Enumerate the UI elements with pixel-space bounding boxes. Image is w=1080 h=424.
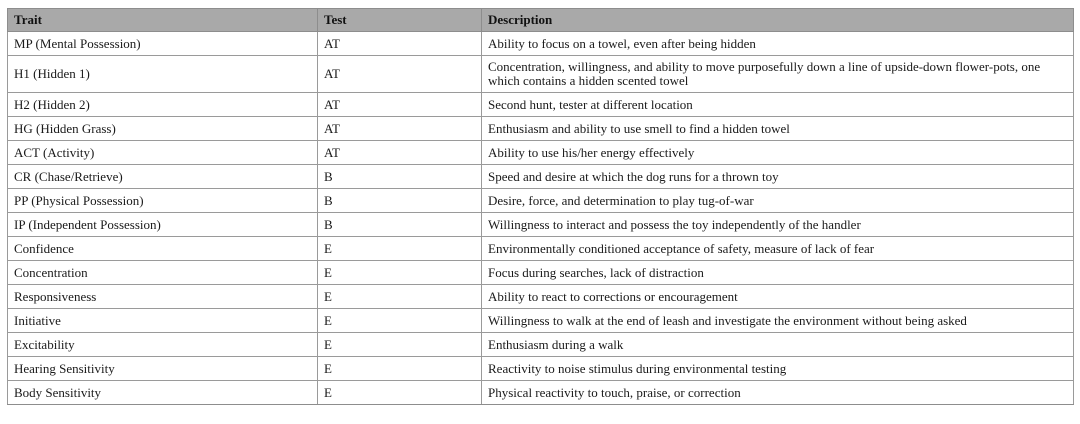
- cell-test: AT: [318, 93, 482, 117]
- cell-test: E: [318, 261, 482, 285]
- cell-description: Reactivity to noise stimulus during environmental testing: [482, 357, 1074, 381]
- cell-test: AT: [318, 117, 482, 141]
- cell-trait: Initiative: [8, 309, 318, 333]
- cell-test: B: [318, 165, 482, 189]
- table-row: [8, 56, 1074, 93]
- cell-test: E: [318, 333, 482, 357]
- cell-test: AT: [318, 32, 482, 56]
- table-row: [8, 141, 1074, 165]
- table-row: [8, 165, 1074, 189]
- cell-trait: Body Sensitivity: [8, 381, 318, 405]
- cell-trait: Confidence: [8, 237, 318, 261]
- cell-trait: MP (Mental Possession): [8, 32, 318, 56]
- table-row: [8, 309, 1074, 333]
- cell-description: Ability to use his/her energy effectively: [482, 141, 1074, 165]
- cell-description: Willingness to interact and possess the toy independently of the handler: [482, 213, 1074, 237]
- cell-description: Environmentally conditioned acceptance of safety, measure of lack of fear: [482, 237, 1074, 261]
- cell-trait: H1 (Hidden 1): [8, 56, 318, 93]
- cell-test: B: [318, 213, 482, 237]
- cell-description: Focus during searches, lack of distraction: [482, 261, 1074, 285]
- cell-description: Willingness to walk at the end of leash and investigate the environment without being asked: [482, 309, 1074, 333]
- table-row: [8, 237, 1074, 261]
- cell-test: E: [318, 285, 482, 309]
- cell-test: E: [318, 381, 482, 405]
- table-row: [8, 285, 1074, 309]
- cell-trait: Excitability: [8, 333, 318, 357]
- cell-test: B: [318, 189, 482, 213]
- cell-description: Concentration, willingness, and ability to move purposefully down a line of upside-down flower-pots, one which contains a hidden scented towel: [482, 56, 1074, 93]
- cell-description: Ability to react to corrections or encouragement: [482, 285, 1074, 309]
- table-row: [8, 117, 1074, 141]
- table-body: [8, 32, 1074, 405]
- header-trait: Trait: [8, 9, 318, 32]
- table-row: [8, 93, 1074, 117]
- cell-trait: H2 (Hidden 2): [8, 93, 318, 117]
- cell-test: AT: [318, 56, 482, 93]
- cell-description: Ability to focus on a towel, even after being hidden: [482, 32, 1074, 56]
- cell-test: E: [318, 237, 482, 261]
- cell-trait: CR (Chase/Retrieve): [8, 165, 318, 189]
- traits-table: [7, 8, 1074, 405]
- cell-trait: Responsiveness: [8, 285, 318, 309]
- table-row: [8, 189, 1074, 213]
- table-row: [8, 381, 1074, 405]
- header-test: Test: [318, 9, 482, 32]
- table-row: [8, 333, 1074, 357]
- cell-description: Desire, force, and determination to play tug-of-war: [482, 189, 1074, 213]
- cell-description: Physical reactivity to touch, praise, or correction: [482, 381, 1074, 405]
- cell-trait: ACT (Activity): [8, 141, 318, 165]
- cell-trait: Hearing Sensitivity: [8, 357, 318, 381]
- cell-test: E: [318, 357, 482, 381]
- cell-trait: HG (Hidden Grass): [8, 117, 318, 141]
- cell-description: Enthusiasm during a walk: [482, 333, 1074, 357]
- cell-test: E: [318, 309, 482, 333]
- cell-test: AT: [318, 141, 482, 165]
- table-row: [8, 261, 1074, 285]
- cell-trait: Concentration: [8, 261, 318, 285]
- cell-trait: PP (Physical Possession): [8, 189, 318, 213]
- table-row: [8, 357, 1074, 381]
- cell-description: Speed and desire at which the dog runs for a thrown toy: [482, 165, 1074, 189]
- table-header: [8, 9, 1074, 32]
- cell-description: Second hunt, tester at different location: [482, 93, 1074, 117]
- table-row: [8, 213, 1074, 237]
- traits-table-container: [7, 8, 1073, 405]
- cell-description: Enthusiasm and ability to use smell to find a hidden towel: [482, 117, 1074, 141]
- table-row: [8, 32, 1074, 56]
- header-row: [8, 9, 1074, 32]
- header-description: Description: [482, 9, 1074, 32]
- cell-trait: IP (Independent Possession): [8, 213, 318, 237]
